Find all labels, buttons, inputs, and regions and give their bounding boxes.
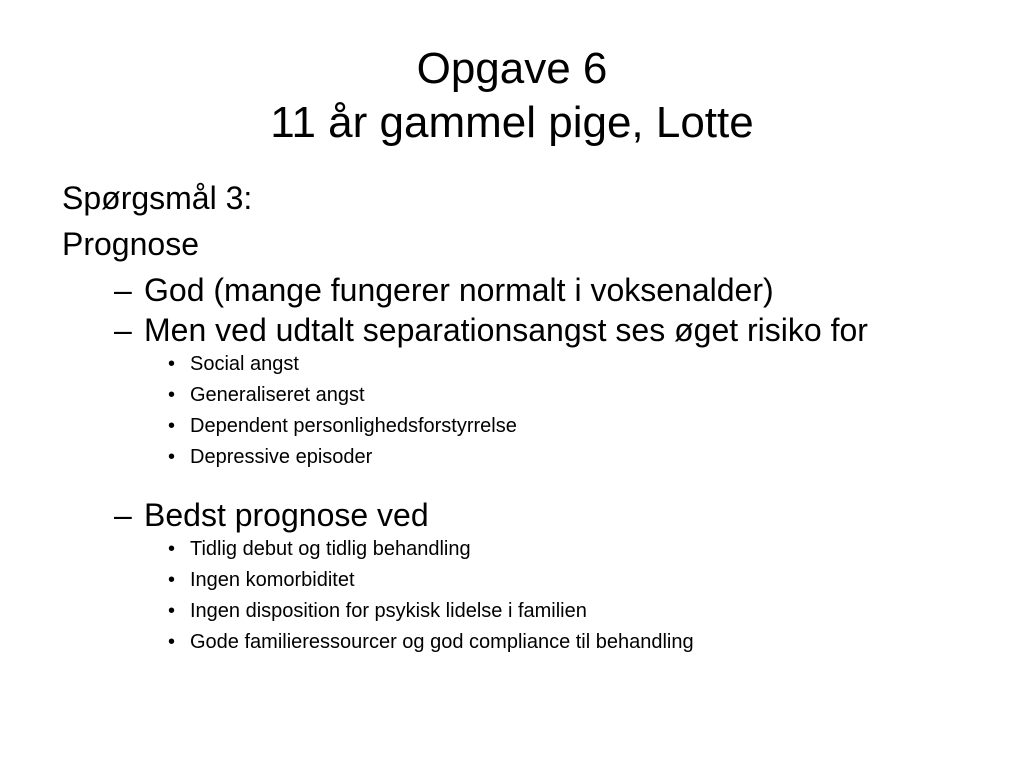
subpoint-item [62,352,962,376]
subpoint-item [62,383,962,407]
subpoint-text: Tidlig debut og tidlig behandling [190,538,471,560]
point-item [62,272,962,308]
topic-heading: Prognose [62,226,199,262]
point-text: Men ved udtalt separationsangst ses øget risiko for [144,312,868,348]
dash-marker: – [114,497,132,533]
dash-marker: – [114,272,132,308]
subpoint-text: Social angst [190,353,299,375]
point-item [62,497,962,533]
subpoint-item [62,445,962,469]
dash-marker: – [114,312,132,348]
subpoint-text: Depressive episoder [190,446,373,468]
title-line-1: Opgave 6 [416,44,608,93]
title-line-2: 11 år gammel pige, Lotte [270,98,754,147]
bullet-marker: • [168,600,176,622]
bullet-marker: • [168,631,176,653]
bullet-marker: • [168,384,176,406]
subpoint-text: Ingen disposition for psykisk lidelse i familien [190,600,587,622]
subpoint-item [62,414,962,438]
subpoint-text: Dependent personlighedsforstyrrelse [190,415,517,437]
slide-title [0,42,1024,150]
subpoint-item [62,568,962,592]
slide-body [62,180,962,661]
bullet-marker: • [168,538,176,560]
point-item [62,312,962,348]
subpoint-text: Gode familieressourcer og god compliance til behandling [190,631,694,653]
bullet-marker: • [168,569,176,591]
bullet-marker: • [168,353,176,375]
subpoint-text: Generaliseret angst [190,384,365,406]
subpoint-item [62,537,962,561]
point-text: Bedst prognose ved [144,497,429,533]
point-text: God (mange fungerer normalt i voksenalder) [144,272,774,308]
question-heading: Spørgsmål 3: [62,180,253,216]
subpoint-text: Ingen komorbiditet [190,569,355,591]
bullet-marker: • [168,446,176,468]
subpoint-item [62,630,962,654]
subpoint-item [62,599,962,623]
bullet-marker: • [168,415,176,437]
